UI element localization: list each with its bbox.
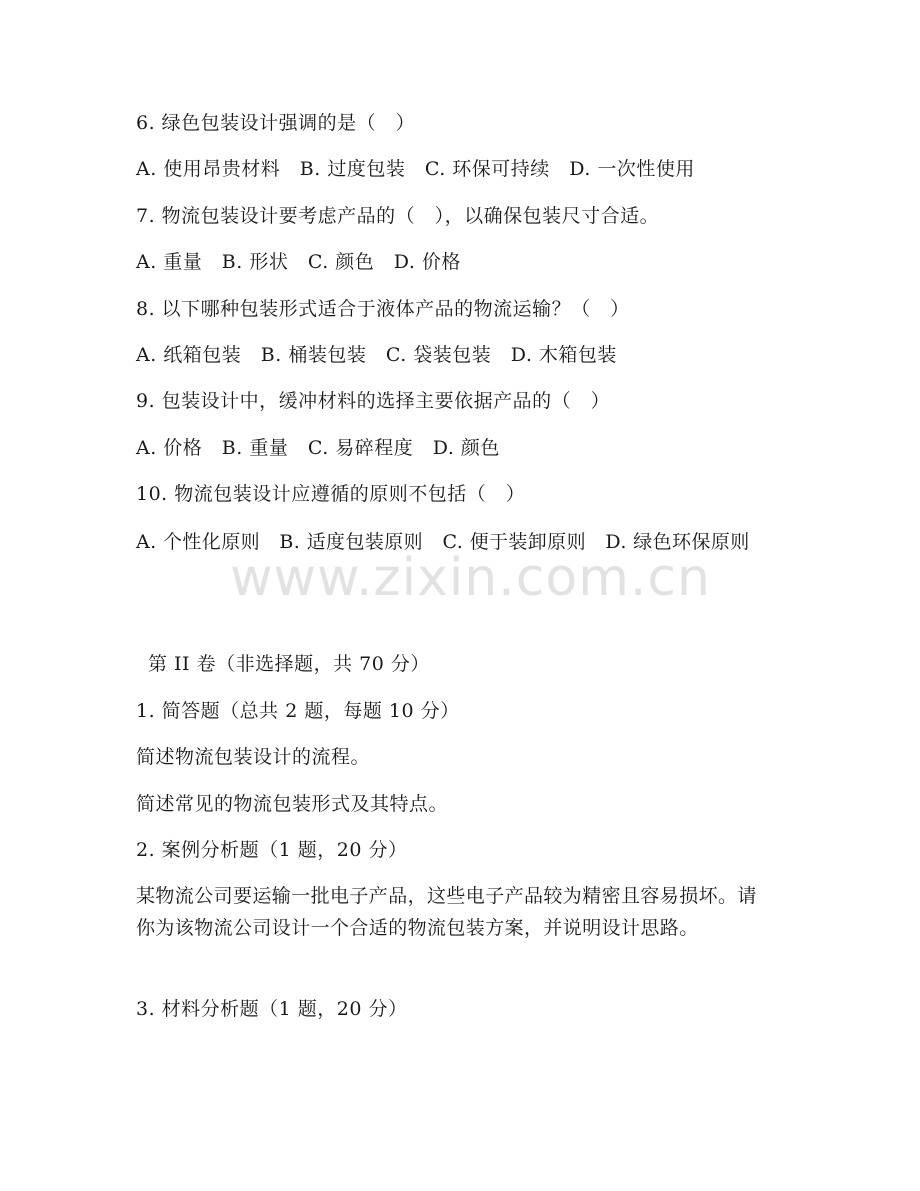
case-analysis-body: 某物流公司要运输一批电子产品，这些电子产品较为精密且容易损坏。请你为该物流公司设计一个合适的物流包装方案，并说明设计思路。 xyxy=(136,885,757,939)
short-answer-question-2: 简述常见的物流包装形式及其特点。 xyxy=(136,793,449,815)
question-10-stem: 10. 物流包装设计应遵循的原则不包括（ ） xyxy=(136,483,526,505)
question-9-options: A. 价格 B. 重量 C. 易碎程度 D. 颜色 xyxy=(136,437,500,459)
watermark: www.zixin.com.cn xyxy=(230,548,711,608)
question-7-options: A. 重量 B. 形状 C. 颜色 D. 价格 xyxy=(136,251,461,273)
material-analysis-header: 3. 材料分析题（1 题，20 分） xyxy=(136,998,408,1020)
question-8-options: A. 纸箱包装 B. 桶装包装 C. 袋装包装 D. 木箱包装 xyxy=(136,344,617,366)
short-answer-question-1: 简述物流包装设计的流程。 xyxy=(136,746,371,768)
section-2-title: 第 II 卷（非选择题，共 70 分） xyxy=(148,653,430,675)
short-answer-header: 1. 简答题（总共 2 题，每题 10 分） xyxy=(136,700,460,722)
question-6-stem: 6. 绿色包装设计强调的是（ ） xyxy=(136,112,416,134)
question-6-options: A. 使用昂贵材料 B. 过度包装 C. 环保可持续 D. 一次性使用 xyxy=(136,158,695,180)
question-7-stem: 7. 物流包装设计要考虑产品的（ ），以确保包装尺寸合适。 xyxy=(136,205,660,227)
case-analysis-header: 2. 案例分析题（1 题，20 分） xyxy=(136,839,408,861)
question-10-options: A. 个性化原则 B. 适度包装原则 C. 便于装卸原则 D. 绿色环保原则 xyxy=(136,531,750,553)
question-9-stem: 9. 包装设计中，缓冲材料的选择主要依据产品的（ ） xyxy=(136,390,611,412)
question-8-stem: 8. 以下哪种包装形式适合于液体产品的物流运输？（ ） xyxy=(136,298,630,320)
